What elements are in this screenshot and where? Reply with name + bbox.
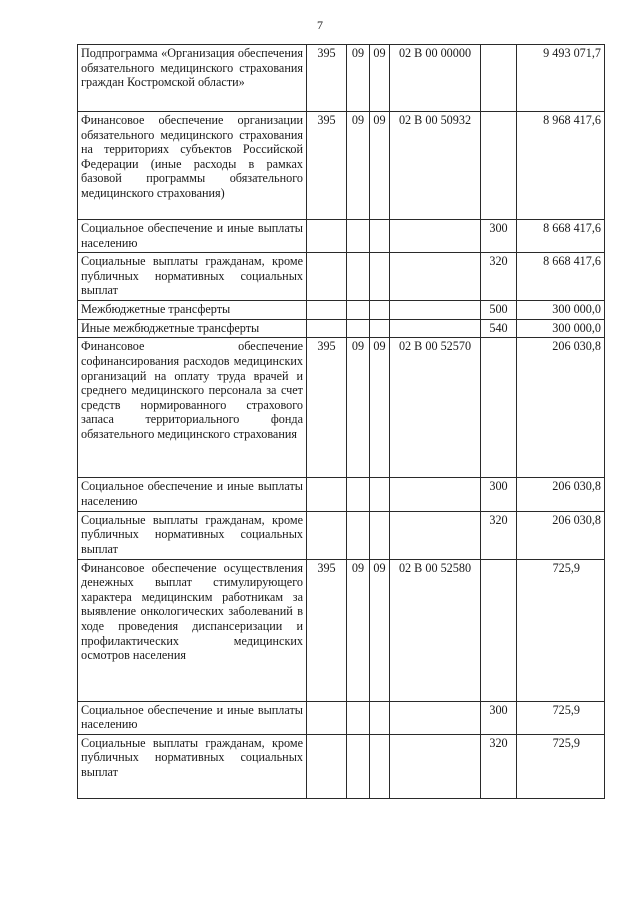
budget-table (77, 44, 605, 799)
row-expense-type: 300 (481, 701, 517, 734)
table-row (78, 559, 605, 701)
row-ministry: 395 (307, 112, 347, 220)
row-section: 09 (347, 559, 370, 701)
row-target (390, 253, 481, 301)
row-expense-type: 320 (481, 511, 517, 559)
page-number: 7 (317, 18, 323, 32)
row-subsection (370, 734, 390, 798)
row-ministry: 395 (307, 559, 347, 701)
row-name: Социальное обеспечение и иные выплаты населению (78, 220, 307, 253)
table-row (78, 319, 605, 338)
row-expense-type: 300 (481, 478, 517, 511)
row-section: 09 (347, 338, 370, 478)
row-expense-type (481, 45, 517, 112)
row-subsection (370, 319, 390, 338)
row-section (347, 734, 370, 798)
row-subsection (370, 220, 390, 253)
row-ministry (307, 220, 347, 253)
row-expense-type: 320 (481, 253, 517, 301)
row-amount: 206 030,8 (517, 338, 605, 478)
row-subsection: 09 (370, 112, 390, 220)
row-amount: 725,9 (517, 734, 605, 798)
row-amount: 725,9 (517, 559, 605, 701)
row-amount: 300 000,0 (517, 319, 605, 338)
row-section (347, 301, 370, 320)
table-row (78, 220, 605, 253)
table-row (78, 511, 605, 559)
row-ministry (307, 511, 347, 559)
row-target: 02 В 00 00000 (390, 45, 481, 112)
row-subsection: 09 (370, 45, 390, 112)
row-subsection (370, 701, 390, 734)
row-name: Социальные выплаты гражданам, кроме публичных нормативных социальных выплат (78, 734, 307, 798)
table-row (78, 253, 605, 301)
table-row (78, 112, 605, 220)
row-expense-type (481, 112, 517, 220)
table-row (78, 45, 605, 112)
row-ministry: 395 (307, 338, 347, 478)
row-subsection (370, 478, 390, 511)
row-section: 09 (347, 45, 370, 112)
row-amount: 8 968 417,6 (517, 112, 605, 220)
row-expense-type: 320 (481, 734, 517, 798)
row-section (347, 511, 370, 559)
row-name: Социальное обеспечение и иные выплаты населению (78, 478, 307, 511)
table-row (78, 701, 605, 734)
row-ministry (307, 734, 347, 798)
row-name: Финансовое обеспечение осуществления денежных выплат стимулирующего характера медицинским работникам за выявление онкологических заболеваний в ходе проведения диспансеризации и профилактических медицинских осмотров населения (78, 559, 307, 701)
row-expense-type: 540 (481, 319, 517, 338)
row-expense-type: 500 (481, 301, 517, 320)
row-subsection: 09 (370, 559, 390, 701)
row-name: Иные межбюджетные трансферты (78, 319, 307, 338)
row-name: Социальные выплаты гражданам, кроме публичных нормативных социальных выплат (78, 253, 307, 301)
row-subsection (370, 511, 390, 559)
row-section (347, 701, 370, 734)
row-ministry (307, 253, 347, 301)
row-ministry (307, 301, 347, 320)
row-target: 02 В 00 52570 (390, 338, 481, 478)
row-amount: 206 030,8 (517, 478, 605, 511)
row-target (390, 319, 481, 338)
row-name: Межбюджетные трансферты (78, 301, 307, 320)
row-amount: 300 000,0 (517, 301, 605, 320)
row-ministry (307, 478, 347, 511)
row-target: 02 В 00 50932 (390, 112, 481, 220)
row-amount: 9 493 071,7 (517, 45, 605, 112)
row-name: Социальное обеспечение и иные выплаты населению (78, 701, 307, 734)
row-expense-type (481, 338, 517, 478)
row-section (347, 478, 370, 511)
row-target (390, 220, 481, 253)
row-ministry: 395 (307, 45, 347, 112)
row-expense-type: 300 (481, 220, 517, 253)
row-target (390, 734, 481, 798)
table-row (78, 734, 605, 798)
row-amount: 725,9 (517, 701, 605, 734)
row-section: 09 (347, 112, 370, 220)
row-subsection (370, 253, 390, 301)
table-row (78, 478, 605, 511)
row-section (347, 253, 370, 301)
table-row (78, 301, 605, 320)
row-expense-type (481, 559, 517, 701)
row-amount: 206 030,8 (517, 511, 605, 559)
row-section (347, 220, 370, 253)
row-name: Социальные выплаты гражданам, кроме публичных нормативных социальных выплат (78, 511, 307, 559)
row-name: Финансовое обеспечение софинансирования расходов медицинских организаций на оплату труда врачей и среднего медицинского персонала за счет средств нормированного страхового запаса территориального фонда обязательного медицинского страхования (78, 338, 307, 478)
row-subsection (370, 301, 390, 320)
row-target (390, 478, 481, 511)
row-target (390, 701, 481, 734)
row-target (390, 301, 481, 320)
row-section (347, 319, 370, 338)
row-amount: 8 668 417,6 (517, 220, 605, 253)
row-ministry (307, 319, 347, 338)
row-amount: 8 668 417,6 (517, 253, 605, 301)
row-name: Финансовое обеспечение организации обязательного медицинского страхования на территориях субъектов Российской Федерации (иные расходы в рамках базовой программы обязательного медицинского страхования) (78, 112, 307, 220)
row-name: Подпрограмма «Организация обеспечения обязательного медицинского страхования граждан Костромской области» (78, 45, 307, 112)
table-row (78, 338, 605, 478)
row-ministry (307, 701, 347, 734)
row-target (390, 511, 481, 559)
row-target: 02 В 00 52580 (390, 559, 481, 701)
row-subsection: 09 (370, 338, 390, 478)
